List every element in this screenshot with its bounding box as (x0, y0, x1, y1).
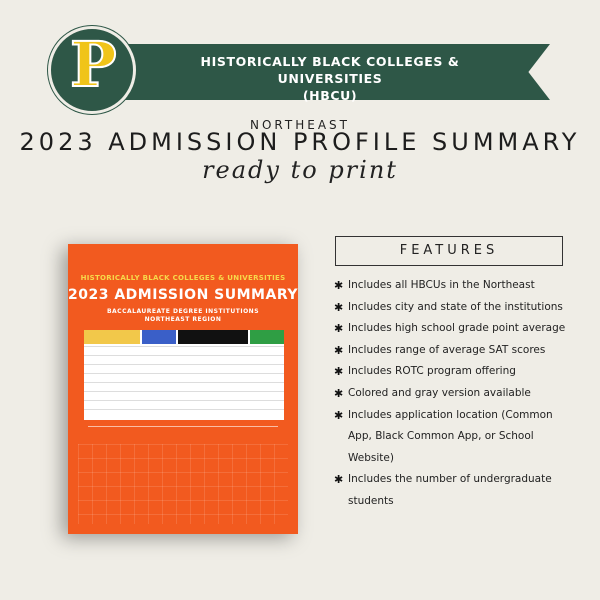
asterisk-icon: ✱ (334, 386, 344, 400)
feature-item (334, 405, 574, 470)
feature-item-text: Includes application location (Common App, Black Common App, or School Website) (348, 408, 553, 464)
feature-item (334, 383, 574, 405)
asterisk-icon: ✱ (334, 279, 344, 292)
features-list (334, 275, 574, 513)
feature-item-text: Includes ROTC program offering (348, 365, 516, 378)
feature-item-text: Includes the number of undergraduate students (348, 473, 552, 507)
doc-table-row (84, 400, 284, 408)
feature-item (334, 275, 574, 297)
doc-heading-1: HISTORICALLY BLACK COLLEGES & UNIVERSITIES (80, 274, 286, 282)
doc-table-header-application (250, 330, 284, 344)
region-label: NORTHEAST (250, 118, 350, 132)
doc-heading-2: 2023 ADMISSION SUMMARY (68, 287, 298, 303)
doc-table-row (84, 364, 284, 372)
banner-title (150, 53, 510, 104)
banner-title-line2: (HBCU) (302, 88, 358, 103)
doc-table-row (84, 391, 284, 399)
document-preview (68, 244, 298, 534)
asterisk-icon: ✱ (334, 408, 344, 422)
doc-table-header-location (142, 330, 176, 344)
features-heading: FEATURES (335, 236, 563, 266)
doc-table (84, 330, 284, 420)
asterisk-icon: ✱ (334, 300, 344, 314)
feature-item (334, 361, 574, 383)
feature-item (334, 297, 574, 319)
doc-table-header-school (84, 330, 140, 344)
banner-title-line1: HISTORICALLY BLACK COLLEGES & UNIVERSITIES (200, 54, 460, 86)
subtitle-script: ready to print (202, 156, 398, 184)
doc-footnote-rule (88, 426, 278, 437)
doc-table-row (84, 355, 284, 363)
logo-letter: P (70, 28, 117, 101)
feature-item (334, 469, 574, 512)
feature-item-text: Includes high school grade point average (348, 322, 566, 335)
feature-item-text: Includes all HBCUs in the Northeast (348, 279, 535, 291)
doc-table-row (84, 373, 284, 381)
asterisk-icon: ✱ (334, 343, 344, 357)
asterisk-icon: ✱ (334, 473, 344, 487)
doc-table-row (84, 346, 284, 354)
feature-item-text: Includes city and state of the institutions (348, 300, 563, 313)
doc-grid-pattern (78, 444, 288, 524)
doc-table-header-profile (178, 330, 248, 344)
page-title: 2023 ADMISSION PROFILE SUMMARY (19, 128, 581, 156)
feature-item (334, 318, 574, 340)
feature-item-text: Includes range of average SAT scores (348, 343, 546, 356)
doc-table-row (84, 409, 284, 417)
feature-item (334, 340, 574, 362)
doc-heading-4: NORTHEAST REGION (144, 316, 222, 323)
feature-item-text: Colored and gray version available (348, 386, 531, 399)
asterisk-icon: ✱ (334, 365, 344, 379)
doc-table-row (84, 382, 284, 390)
doc-heading-3: BACCALAUREATE DEGREE INSTITUTIONS (106, 308, 260, 315)
asterisk-icon: ✱ (334, 322, 344, 336)
